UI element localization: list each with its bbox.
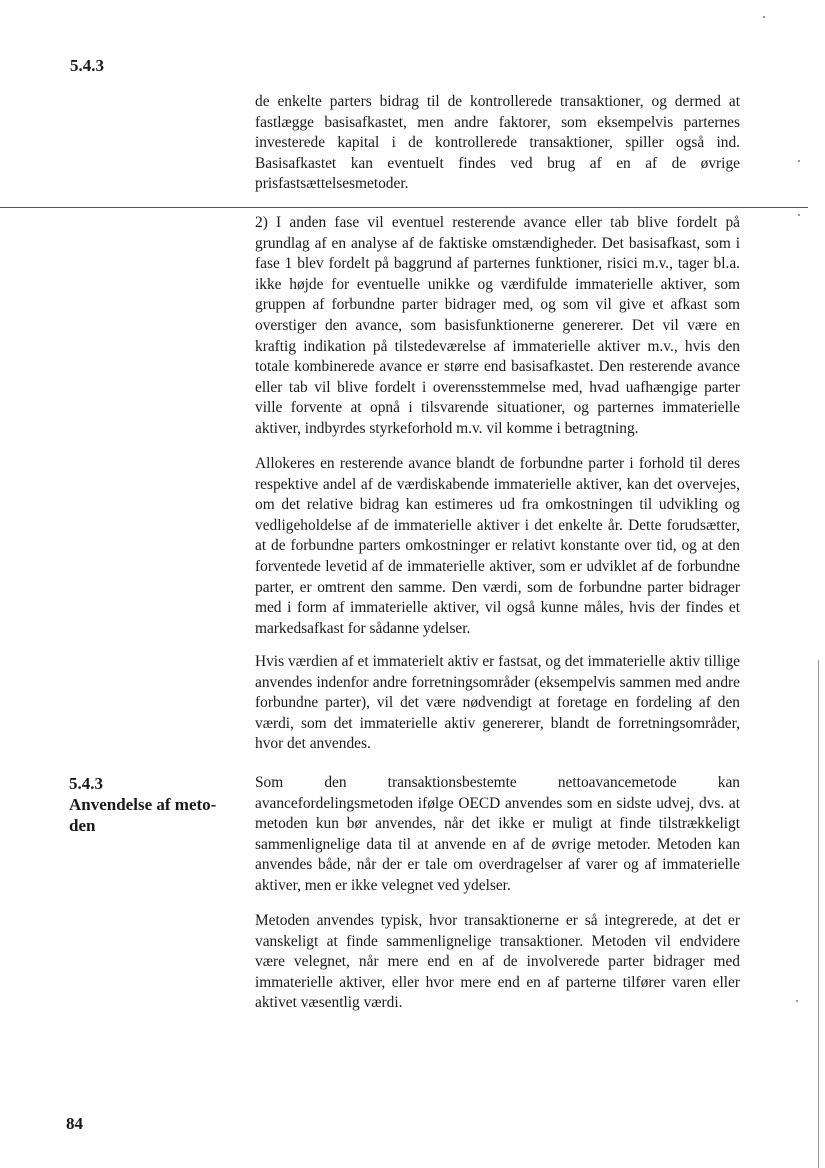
body-paragraph xyxy=(255,911,740,1014)
paragraph-text: Som den transaktionsbestemte nettoavancemetode kan avancefordelingsmetoden ifølge OECD anvendes som en sidste udvej, dvs. at metoden kun bør anvendes, når det ikke er muligt at finde tilstrækkeligt sammenlignelige data til at anvende en af de øvrige metoder. Metoden kan anvendes både, når der er tale om overdragelser af varer og af immaterielle aktiver, men er ikke velegnet ved ydelser. xyxy=(255,774,740,894)
scan-speck xyxy=(798,214,800,216)
section-heading-title-line1: Anvendelse af meto- xyxy=(69,795,217,814)
section-heading-number: 5.4.3 xyxy=(69,774,103,793)
paragraph-text: Allokeres en resterende avance blandt de forbundne parter i forhold til deres respektive andel af de værdiskabende immaterielle aktiver, kan det overvejes, om det relative bidrag kan estimeres ud fra omkostningen til udvikling og vedligeholdelse af de immaterielle aktiver i det enkelte år. Dette forudsætter, at de forbundne parters omkostninger er relativt konstante over tid, og at den forventede levetid af de immaterielle aktiver, som er udviklet af de forbundne parter, er omtrent den samme. Den værdi, som de forbundne parter bidrager med i form af immaterielle aktiver, vil også kunne måles, hvis der findes et markedsafkast for sådanne ydelser. xyxy=(255,455,740,637)
paragraph-text: Metoden anvendes typisk, hvor transaktionerne er så integrerede, at det er vanskeligt at finde sammenlignelige transaktioner. Metoden vil endvidere være velegnet, når mere end en af de involverede parter bidrager med immaterielle aktiver, eller hvor mere end en af parterne tilfører varen eller aktivet væsentlig værdi. xyxy=(255,912,740,1012)
horizontal-rule xyxy=(0,207,808,208)
scan-speck xyxy=(796,1000,798,1002)
body-paragraph xyxy=(255,652,740,755)
body-paragraph xyxy=(255,213,740,440)
running-section-number: 5.4.3 xyxy=(70,56,104,75)
section-heading-title-line2: den xyxy=(69,816,96,835)
body-paragraph xyxy=(255,92,740,195)
body-paragraph xyxy=(255,454,740,639)
page-number: 84 xyxy=(66,1114,83,1133)
scan-edge-line xyxy=(818,660,819,1168)
paragraph-text: Hvis værdien af et immaterielt aktiv er fastsat, og det immaterielle aktiv tillige anvendes indenfor andre forretningsområder (eksempelvis sammen med andre forbundne parter), vil det være nødvendigt at foretage en fordeling af den værdi, som det immaterielle aktiv genererer, blandt de forretningsområder, hvor det anvendes. xyxy=(255,653,740,753)
section-heading xyxy=(69,773,239,836)
paragraph-text: 2) I anden fase vil eventuel resterende avance eller tab blive fordelt på grundlag af en analyse af de faktiske omstændigheder. Det basisafkast, som i fase 1 blev fordelt på baggrund af parternes funktioner, risici m.v., tager bl.a. ikke højde for eventuelle unikke og værdifulde immaterielle aktiver, som gruppen af forbundne parter bidrager med, og som vil give et afkast som overstiger den avance, som basisfunktionerne genererer. Det vil være en kraftig indikation på tilstedeværelse af immaterielle aktiver m.v., hvis den totale kombinerede avance er større end basisafkastet. Den resterende avance eller tab vil blive fordelt i overensstemmelse med, hvad uafhængige parter ville forvente at opnå i tilsvarende situationer, og parternes immaterielle aktiver, indbyrdes styrkeforhold m.v. vil komme i betragtning. xyxy=(255,214,740,437)
scan-speck xyxy=(763,16,765,18)
scan-speck xyxy=(798,160,800,162)
body-paragraph xyxy=(255,773,740,897)
paragraph-text: de enkelte parters bidrag til de kontrollerede transaktioner, og dermed at fastlægge basisafkastet, men andre faktorer, som eksempelvis parternes investerede kapital i de kontrollerede transaktioner, spiller også ind. Basisafkastet kan eventuelt findes ved brug af en af de øvrige prisfastsættelsesmetoder. xyxy=(255,93,740,193)
